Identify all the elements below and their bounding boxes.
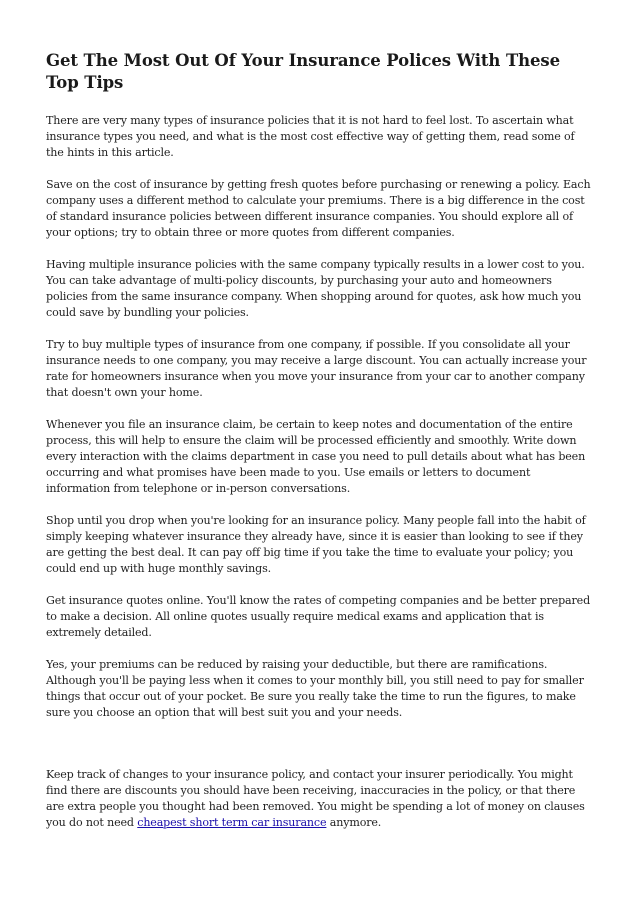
final-text-before: Keep track of changes to your insurance policy, and contact your insurer periodically. You might find there are discounts you should have been receiving, inaccuracies in the policy, or that there are extra people you thought had been removed. You might be spending a lot of money on clauses you do not need — [46, 768, 585, 829]
paragraph-multi-policy: Having multiple insurance policies with the same company typically results in a lower cost to you. You can take advantage of multi-policy discounts, by purchasing your auto and homeowners policies from the same insurance company. When shopping around for quotes, ask how much you could save by bundling your policies. — [46, 258, 585, 319]
document-page — [46, 50, 594, 847]
paragraph-fresh-quotes: Save on the cost of insurance by getting fresh quotes before purchasing or renewing a policy. Each company uses a different method to calculate your premiums. There is a big difference in the cost of standard insurance policies between different insurance companies. You should explore all of your options; try to obtain three or more quotes from different companies. — [46, 178, 591, 239]
article-title: Get The Most Out Of Your Insurance Polices With These Top Tips — [46, 51, 561, 92]
blank-spacer — [46, 737, 594, 767]
paragraph-shop-around: Shop until you drop when you're looking for an insurance policy. Many people fall into the habit of simply keeping whatever insurance they already have, since it is easier than looking to see if they are getting the best deal. It can pay off big time if you take the time to evaluate your policy; you could end up with huge monthly savings. — [46, 514, 586, 575]
insurance-link[interactable]: cheapest short term car insurance — [137, 816, 327, 829]
paragraph-online-quotes: Get insurance quotes online. You'll know the rates of competing companies and be better prepared to make a decision. All online quotes usually require medical exams and application that is extremely detailed. — [46, 594, 591, 639]
final-text-after: anymore. — [326, 816, 382, 829]
paragraph-deductible: Yes, your premiums can be reduced by raising your deductible, but there are ramifications. Although you'll be paying less when it comes to your monthly bill, you still need to pay for smaller things that occur out of your pocket. Be sure you really take the time to run the figures, to make sure you choose an option that will best suit you and your needs. — [46, 658, 584, 719]
paragraph-track-changes — [46, 767, 594, 831]
paragraph-intro: There are very many types of insurance policies that it is not hard to feel lost. To ascertain what insurance types you need, and what is the most cost effective way of getting them, read some of the hints in this article. — [46, 114, 575, 159]
paragraph-claim-notes: Whenever you file an insurance claim, be certain to keep notes and documentation of the entire process, this will help to ensure the claim will be processed efficiently and smoothly. Write down every interaction with the claims department in case you need to pull details about what has been occurring and what promises have been made to you. Use emails or letters to document information from telephone or in-person conversations. — [46, 418, 586, 495]
paragraph-one-company: Try to buy multiple types of insurance from one company, if possible. If you consolidate all your insurance needs to one company, you may receive a large discount. You can actually increase your rate for homeowners insurance when you move your insurance from your car to another company that doesn't own your home. — [46, 338, 587, 399]
